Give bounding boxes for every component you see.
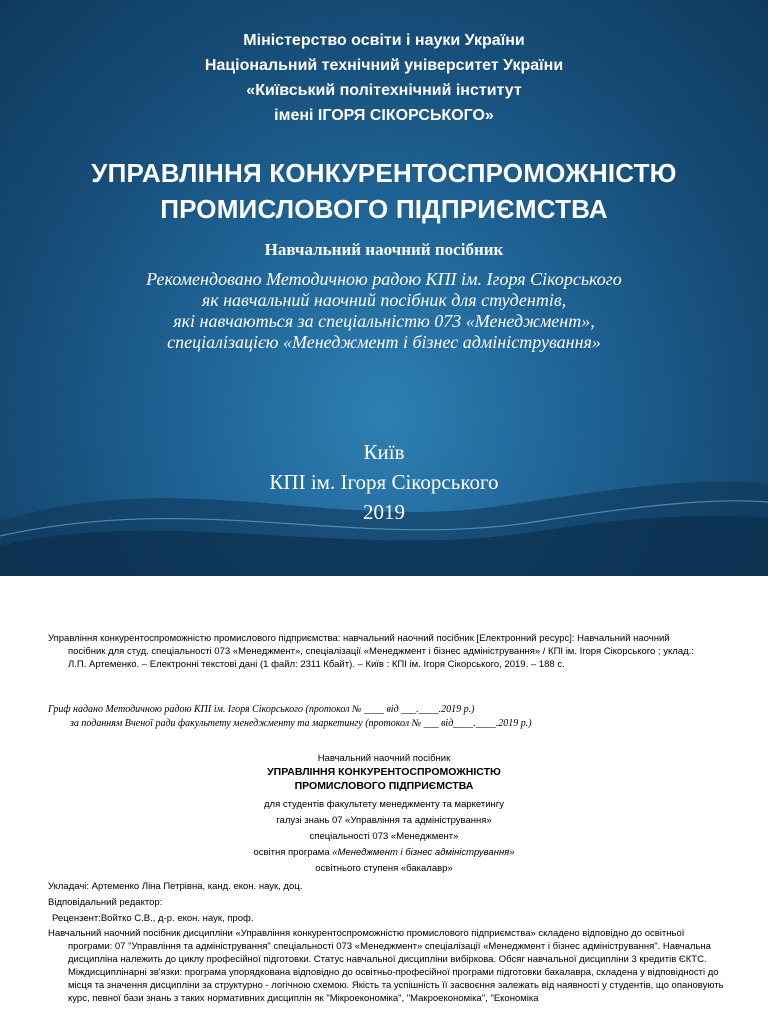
institution-line: імені ІГОРЯ СІКОРСЬКОГО»: [274, 107, 494, 124]
doc-abstract: Навчальний наочний посібник дисципліни «Управління конкурентоспроможністю промислового підприємства» складено відповідно до освітньої програми: 07 "Управління та адміністрування" спеціальності 073 «Менеджмент» спеціалізації «Менеджмент і бізнес адміністрування". Навчальна дисципліна належить до циклу професійної підготовки. Статус навчальної дисципліни вибіркова. Обсяг навчальної дисципліни 3 кредитів ЄКТС. Міждисциплінарні зв'язки: програма упорядкована відповідно до освітньо-професійної програми підготовки бакалавра, складена у відповідності до місця та значення дисципліни за структурно - логічною схемою. Якість та успішність її засвоєння залежать від наявності у студентів, що опановують курс, певної бази знань з таких нормативних дисциплін як "Мікроекономіка", "Макроекономіка", "Економіка: [48, 928, 724, 1004]
recommendation-line: як навчальний наочний посібник для студентів,: [201, 290, 567, 310]
slide-title: [0, 155, 768, 227]
institution-line: Міністерство освіти і науки України: [243, 32, 525, 49]
doc-editor: Відповідальний редактор:: [48, 897, 163, 908]
recommendation-line: які навчаються за спеціальністю 073 «Менеджмент»,: [173, 311, 595, 331]
citation-paragraph: Управління конкурентоспроможністю промислового підприємства: навчальний наочний посібник [Електронний ресурс]: Навчальний наочний посібник для студ. спеціальності 073 «Менеджмент», спеціалізації «Менеджмент і бізнес адміністрування» / КПІ ім. Ігоря Сікорського ; уклад.: Л.П. Артеменко. – Електронні текстові дані (1 файл: 2311 Кбайт). – Київ : КПІ ім. Ігоря Сікорського, 2019. – 188 с.: [48, 633, 694, 670]
doc-reviewer: Рецензент:Войтко С.В., д-р. екон. наук, проф.: [52, 913, 254, 924]
doc-specialty: спеціальності 073 «Менеджмент»: [309, 831, 459, 842]
grif-line: за поданням Вченої ради факультету менеджменту та маркетингу (протокол № ___ від____.____.2019 р.): [70, 718, 532, 729]
doc-program-name: «Менеджмент і бізнес адміністрування»: [332, 847, 515, 858]
imprint-publisher: КПІ ім. Ігоря Сікорського: [269, 470, 499, 494]
recommendation-line: Рекомендовано Методичною радою КПІ ім. Ігоря Сікорського: [146, 269, 622, 289]
institution-block: [0, 28, 768, 128]
doc-audience: для студентів факультету менеджменту та маркетингу: [263, 799, 504, 810]
institution-line: «Київський політехнічний інститут: [246, 82, 522, 99]
doc-type-label: Навчальний наочний посібник: [317, 753, 451, 764]
imprint-block: [0, 437, 768, 527]
slide-subtitle: Навчальний наочний посібник: [264, 240, 504, 259]
doc-compiler: Укладачі: Артеменко Ліна Петрівна, канд. екон. наук, доц.: [48, 881, 303, 892]
doc-program: [0, 846, 768, 859]
imprint-city: Київ: [363, 440, 405, 464]
slide-title-line: ПРОМИСЛОВОГО ПІДПРИЄМСТВА: [160, 194, 608, 224]
recommendation-block: [0, 269, 768, 353]
doc-title-line: ПРОМИСЛОВОГО ПІДПРИЄМСТВА: [294, 780, 474, 792]
doc-field: галузі знань 07 «Управління та адміністрування»: [276, 815, 492, 826]
document-page: [0, 576, 768, 1024]
doc-degree: освітнього ступеня «бакалавр»: [315, 863, 453, 874]
imprint-year: 2019: [363, 500, 405, 524]
doc-program-prefix: освітня програма: [253, 847, 333, 858]
doc-title-line: УПРАВЛІННЯ КОНКУРЕНТОСПРОМОЖНІСТЮ: [267, 766, 501, 778]
grif-line: Гриф надано Методичною радою КПІ ім. Ігоря Сікорського (протокол № ____ від ___.____.2019 р.): [48, 704, 475, 715]
institution-line: Національний технічний університет України: [204, 57, 564, 74]
recommendation-line: спеціалізацією «Менеджмент і бізнес адміністрування»: [167, 332, 601, 352]
slide-title-line: УПРАВЛІННЯ КОНКУРЕНТОСПРОМОЖНІСТЮ: [91, 158, 677, 188]
